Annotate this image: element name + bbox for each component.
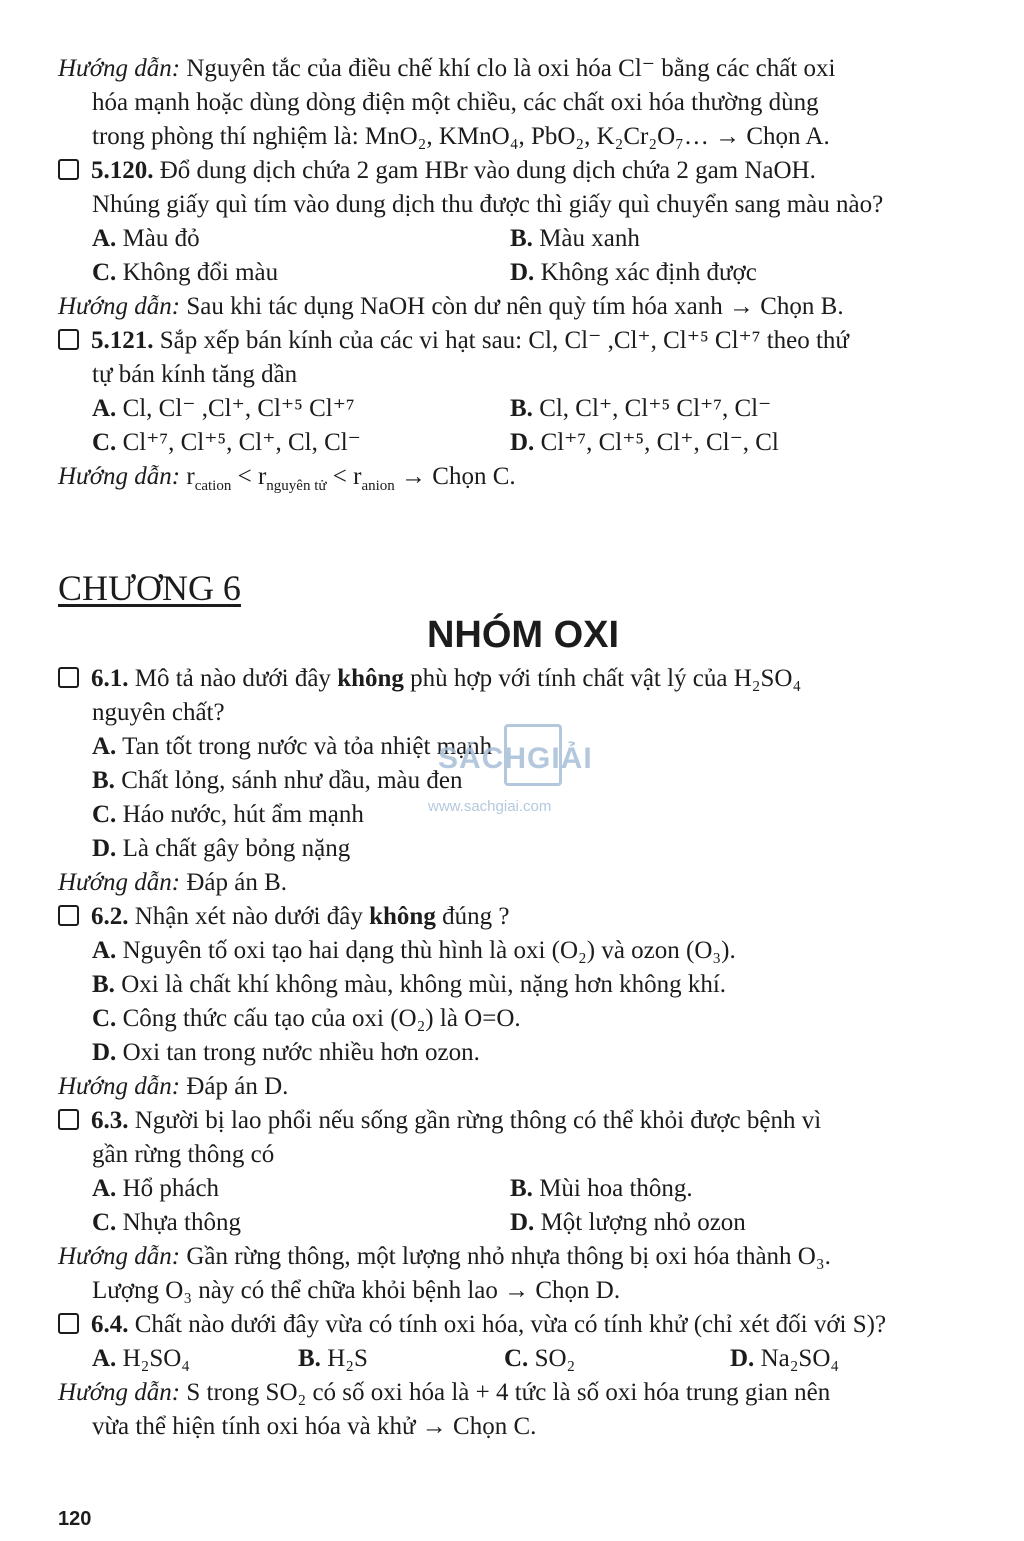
guide-6-3-line-2: Lượng O₃ này có thể chữa khỏi bệnh lao → Chọn D. — [92, 1277, 621, 1304]
option-a: A. H₂SO₄ — [92, 1345, 191, 1372]
checkbox-icon — [58, 667, 79, 688]
question-6-3-line-2: gần rừng thông có — [92, 1141, 275, 1168]
question-6-1-line-2: nguyên chất? — [92, 699, 225, 726]
option-d: D. Na₂SO₄ — [730, 1345, 840, 1372]
guide-6-1: Hướng dẫn: Đáp án B. — [58, 869, 288, 896]
checkbox-icon — [58, 329, 79, 350]
watermark-text: SÁCHGIẢI — [438, 742, 593, 775]
option-d: D. Một lượng nhỏ ozon — [510, 1209, 746, 1236]
options-row — [58, 1172, 988, 1206]
options-row — [58, 256, 988, 290]
option-c: C. Không đổi màu — [92, 259, 279, 286]
option-b: B. Chất lỏng, sánh như dầu, màu đen — [92, 767, 463, 794]
question-6-1: 6.1. Mô tả nào dưới đây không phù hợp với tính chất vật lý của H₂SO₄ — [58, 662, 988, 696]
options-row — [58, 1206, 988, 1240]
guide-6-2: Hướng dẫn: Đáp án D. — [58, 1073, 289, 1100]
question-6-2: 6.2. Nhận xét nào dưới đây không đúng ? — [58, 900, 988, 934]
checkbox-icon — [58, 159, 79, 180]
question-6-3: 6.3. Người bị lao phổi nếu sống gần rừng thông có thể khỏi được bệnh vì — [58, 1104, 988, 1138]
guide-6-3-line-1: Hướng dẫn: Gần rừng thông, một lượng nhỏ nhựa thông bị oxi hóa thành O₃. — [58, 1243, 831, 1270]
guide-prev-line-1: Hướng dẫn: Nguyên tắc của điều chế khí clo là oxi hóa Cl⁻ bằng các chất oxi — [58, 55, 836, 82]
option-d: D. Cl⁺⁷, Cl⁺⁵, Cl⁺, Cl⁻, Cl — [510, 429, 779, 456]
checkbox-icon — [58, 1109, 79, 1130]
option-b: B. H₂S — [298, 1345, 368, 1372]
option-d: D. Là chất gây bỏng nặng — [92, 835, 351, 862]
option-a: A. Cl, Cl⁻ ,Cl⁺, Cl⁺⁵ Cl⁺⁷ — [92, 395, 355, 422]
option-b: B. Mùi hoa thông. — [510, 1175, 693, 1202]
option-c: C. SO₂ — [504, 1345, 576, 1372]
question-5-121-line-2: tự bán kính tăng dần — [92, 361, 298, 388]
option-c: C. Công thức cấu tạo của oxi (O₂) là O=O. — [92, 1005, 521, 1032]
option-b: B. Oxi là chất khí không màu, không mùi, nặng hơn không khí. — [92, 971, 727, 998]
chapter-title: NHÓM OXI — [426, 614, 620, 656]
option-a: A. Nguyên tố oxi tạo hai dạng thù hình là oxi (O₂) và ozon (O₃). — [92, 937, 736, 964]
page-number: 120 — [58, 1508, 92, 1530]
option-a: A. Hổ phách — [92, 1175, 220, 1202]
options-row — [58, 392, 988, 426]
checkbox-icon — [58, 1313, 79, 1334]
chapter-label: CHƯƠNG 6 — [58, 568, 241, 608]
question-6-4: 6.4. Chất nào dưới đây vừa có tính oxi hóa, vừa có tính khử (chỉ xét đối với S)? — [58, 1308, 988, 1342]
option-b: B. Cl, Cl⁺, Cl⁺⁵ Cl⁺⁷, Cl⁻ — [510, 395, 772, 422]
option-a: A. Màu đỏ — [92, 225, 200, 252]
option-a: A. Tan tốt trong nước và tỏa nhiệt mạnh — [92, 733, 493, 760]
option-d: D. Oxi tan trong nước nhiều hơn ozon. — [92, 1039, 480, 1066]
question-5-120: 5.120. Đổ dung dịch chứa 2 gam HBr vào dung dịch chứa 2 gam NaOH. — [58, 154, 988, 188]
option-b: B. Màu xanh — [510, 225, 640, 252]
guide-prev-line-3: trong phòng thí nghiệm là: MnO₂, KMnO₄, PbO₂, K₂Cr₂O₇… → Chọn A. — [92, 123, 830, 150]
options-row — [58, 222, 988, 256]
option-c: C. Nhựa thông — [92, 1209, 241, 1236]
option-c: C. Háo nước, hút ẩm mạnh — [92, 801, 364, 828]
option-d: D. Không xác định được — [510, 259, 757, 286]
watermark — [428, 722, 618, 822]
options-row — [58, 1342, 988, 1376]
options-row — [58, 426, 988, 460]
option-c: C. Cl⁺⁷, Cl⁺⁵, Cl⁺, Cl, Cl⁻ — [92, 429, 361, 456]
guide-6-4-line-2: vừa thể hiện tính oxi hóa và khử → Chọn C. — [92, 1413, 537, 1440]
guide-5-121: Hướng dẫn: $r_{cation} < r_{nguyên tử} < r_{anion}$ → Chọn C. — [58, 463, 516, 494]
question-5-120-line-2: Nhúng giấy quì tím vào dung dịch thu được thì giấy quì chuyển sang màu nào? — [92, 191, 884, 218]
checkbox-icon — [58, 905, 79, 926]
question-5-121: 5.121. Sắp xếp bán kính của các vi hạt sau: Cl, Cl⁻ ,Cl⁺, Cl⁺⁵ Cl⁺⁷ theo thứ — [58, 324, 988, 358]
guide-5-120: Hướng dẫn: Sau khi tác dụng NaOH còn dư nên quỳ tím hóa xanh → Chọn B. — [58, 293, 844, 320]
guide-prev-line-2: hóa mạnh hoặc dùng dòng điện một chiều, các chất oxi hóa thường dùng — [92, 89, 819, 116]
watermark-url: www.sachgiai.com — [428, 798, 552, 815]
guide-6-4-line-1: Hướng dẫn: S trong SO₂ có số oxi hóa là + 4 tức là số oxi hóa trung gian nên — [58, 1379, 831, 1406]
